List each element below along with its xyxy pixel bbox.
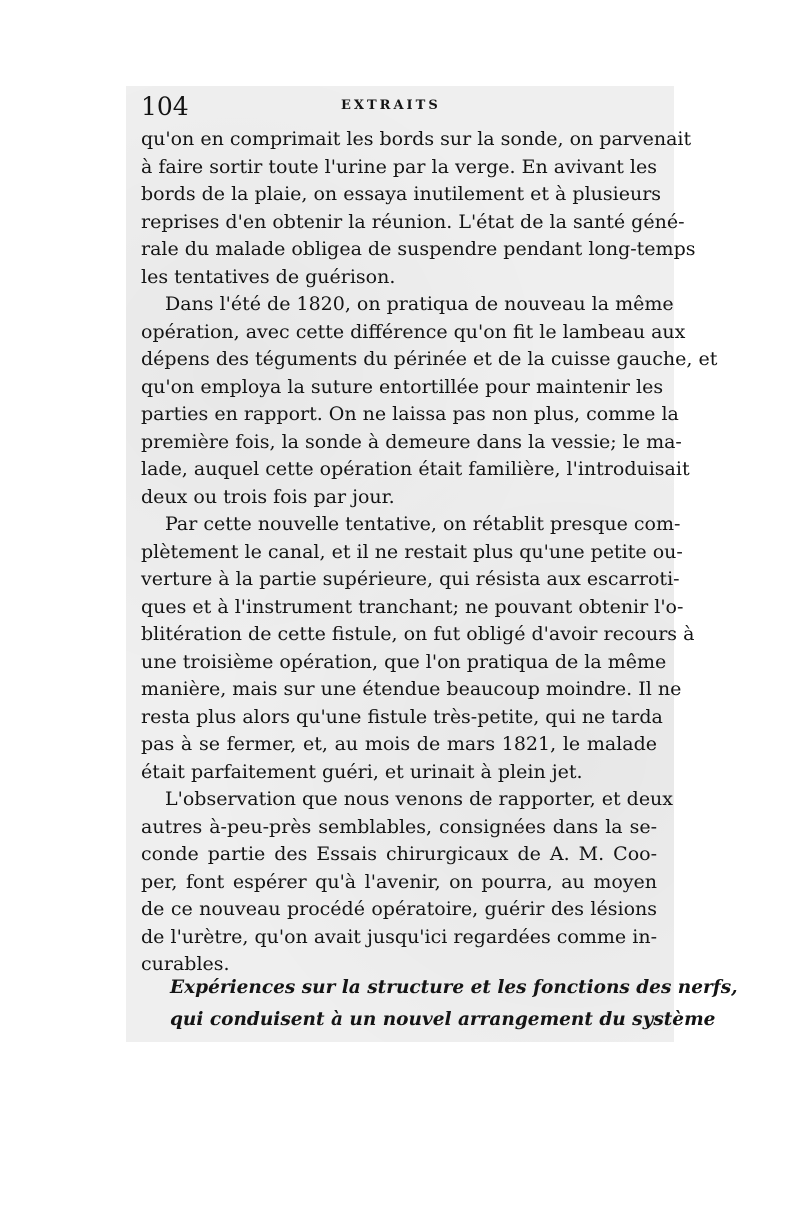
text-line: de l'urètre, qu'on avait jusqu'ici regardées comme in- [141,925,657,948]
text-line: L'observation que nous venons de rapporter, et deux [165,788,674,810]
text-line: rale du malade obligea de suspendre pendant long-temps [141,238,696,260]
text-line: de ce nouveau procédé opératoire, guérir des lésions [141,898,657,920]
text-line: parties en rapport. On ne laissa pas non plus, comme la [141,403,679,425]
page-number: 104 [141,92,189,121]
section-title-line: Expériences sur la structure et les fonctions des nerfs, [170,977,738,998]
text-line: deux ou trois fois par jour. [141,485,395,508]
paragraph [141,291,718,511]
text-line: dépens des téguments du périnée et de la cuisse gauche, et [141,348,718,370]
text-line: blitération de cette fistule, on fut obligé d'avoir recours à [141,623,695,645]
text-line: curables. [141,953,230,975]
running-title: EXTRAITS [341,98,441,113]
text-line: Par cette nouvelle tentative, on rétablit presque com- [165,513,681,535]
text-line: opération, avec cette différence qu'on fit le lambeau aux [141,320,686,343]
text-line: resta plus alors qu'une fistule très-petite, qui ne tarda [141,705,663,728]
text-line: verture à la partie supérieure, qui résista aux escarroti- [141,568,680,590]
text-line: autres à-peu-près semblables, consignées dans la se- [141,815,657,838]
text-line: conde partie des Essais chirurgicaux de A. M. Coo- [141,843,657,865]
body-text [141,126,718,979]
paragraph [141,511,695,786]
page-header [141,92,661,122]
text-line: ques et à l'instrument tranchant; ne pouvant obtenir l'o- [141,595,684,618]
text-line: plètement le canal, et il ne restait plus qu'une petite ou- [141,540,683,563]
text-line: une troisième opération, que l'on pratiqua de la même [141,650,667,673]
text-line: première fois, la sonde à demeure dans la vessie; le ma- [141,430,682,453]
text-line: qu'on en comprimait les bords sur la sonde, on parvenait [141,128,692,150]
text-line: à faire sortir toute l'urine par la verge. En avivant les [141,155,657,178]
text-line: per, font espérer qu'à l'avenir, on pourra, au moyen [141,870,657,893]
text-line: bords de la plaie, on essaya inutilement et à plusieurs [141,183,662,205]
text-line: pas à se fermer, et, au mois de mars 1821, le malade [141,733,657,755]
text-line: les tentatives de guérison. [141,265,396,288]
section-title-line: qui conduisent à un nouvel arrangement du système [170,1009,716,1030]
text-line: lade, auquel cette opération était familière, l'introduisait [141,458,690,480]
text-line: était parfaitement guéri, et urinait à plein jet. [141,760,583,783]
section-title [170,972,738,1036]
paragraph [141,126,696,291]
text-line: qu'on employa la suture entortillée pour maintenir les [141,375,664,398]
text-line: Dans l'été de 1820, on pratiqua de nouveau la même [165,293,674,315]
text-line: reprises d'en obtenir la réunion. L'état de la santé géné- [141,210,685,233]
paragraph [141,786,674,979]
text-line: manière, mais sur une étendue beaucoup moindre. Il ne [141,678,682,700]
